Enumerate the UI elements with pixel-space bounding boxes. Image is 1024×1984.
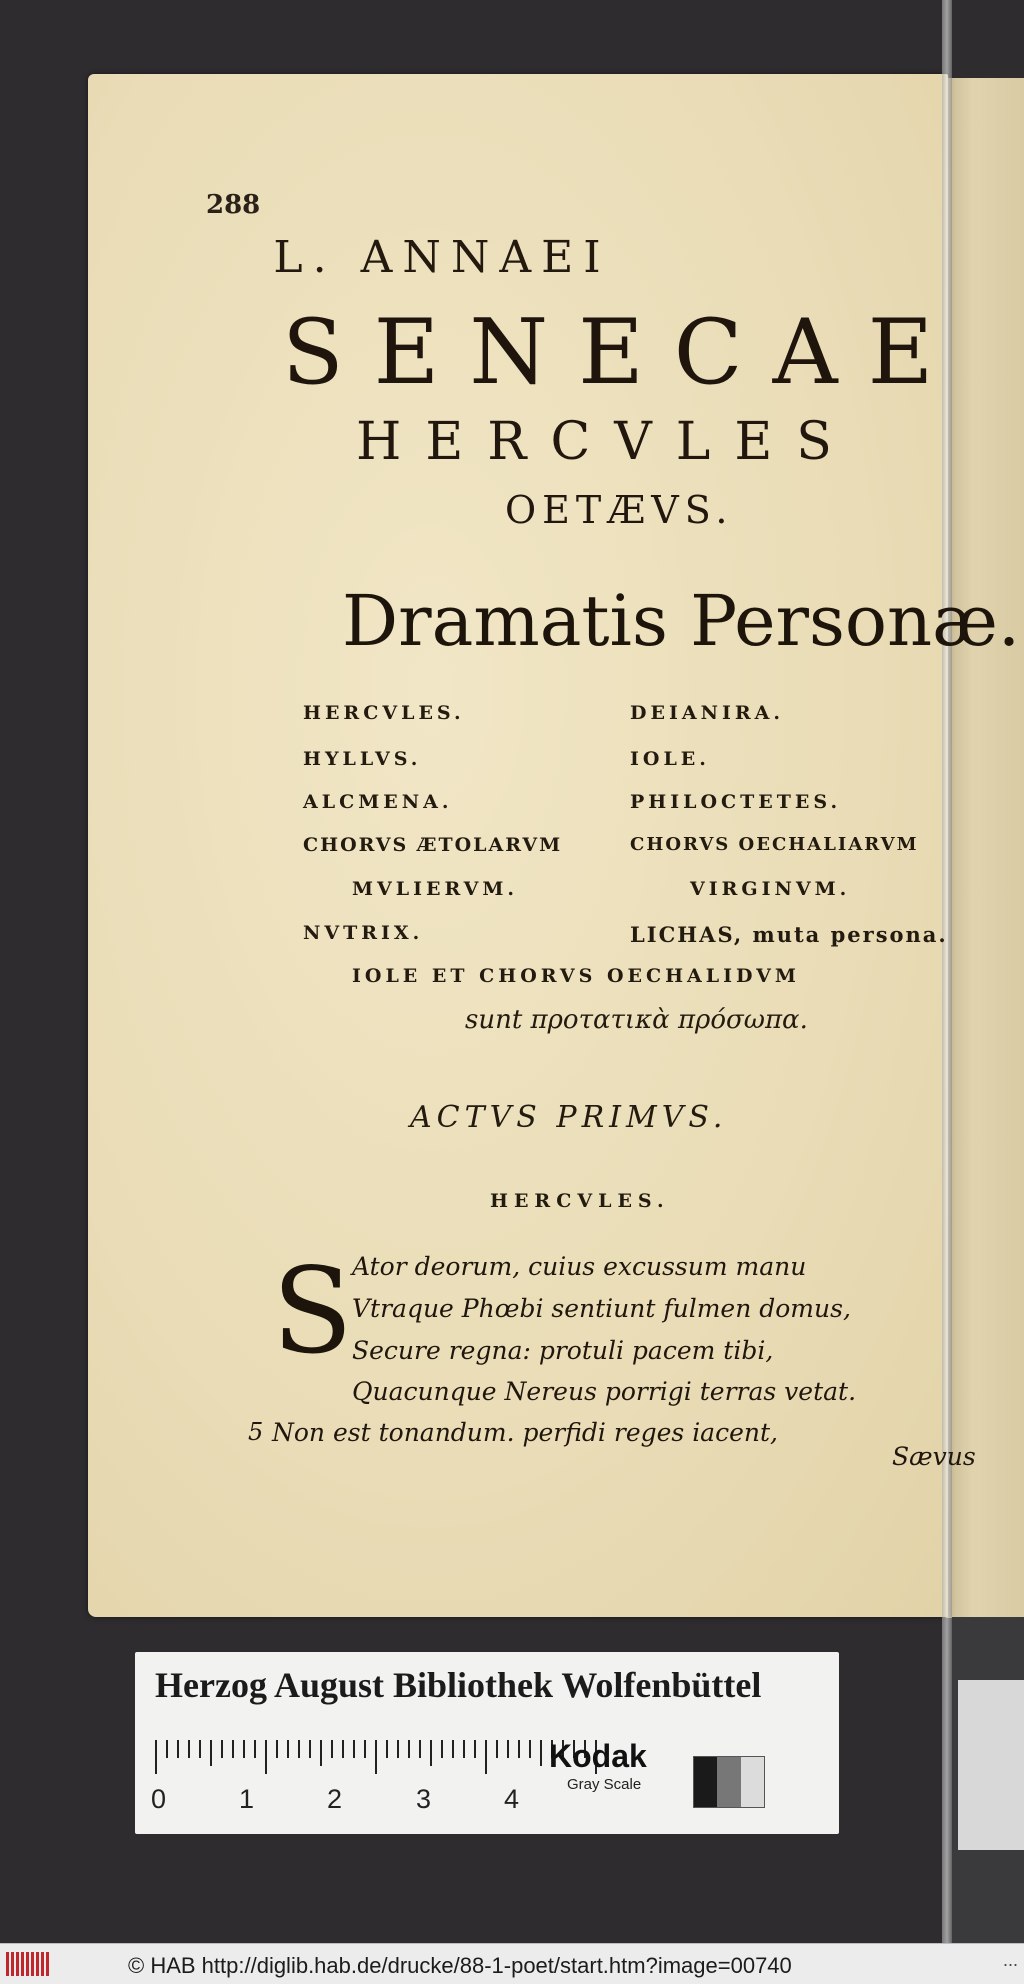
- color-calibration-card: [135, 1652, 839, 1834]
- library-name: Herzog August Bibliothek Wolfenbüttel: [155, 1665, 762, 1705]
- page-binding: [942, 0, 952, 1943]
- ruler-tick: [309, 1740, 311, 1758]
- ruler-tick: [298, 1740, 300, 1758]
- drop-capital: S: [272, 1242, 353, 1380]
- act-heading: ACTVS PRIMVS.: [410, 1100, 728, 1135]
- catchword: Sævus: [892, 1442, 976, 1471]
- speaker-name: HERCVLES.: [490, 1190, 670, 1212]
- ruler-tick: [265, 1740, 267, 1774]
- ruler-tick: [441, 1740, 443, 1758]
- persona-chorus-aetolarum: CHORVS ÆTOLARVM: [303, 834, 563, 856]
- ruler-tick: [375, 1740, 377, 1774]
- ruler-tick: [518, 1740, 520, 1758]
- ruler-tick: [408, 1740, 410, 1758]
- gray-scale-label: Gray Scale: [567, 1776, 642, 1793]
- page-number: 288: [206, 190, 261, 220]
- ruler-tick: [386, 1740, 388, 1758]
- swatch-mid: [717, 1757, 740, 1807]
- verse-line: Ator deorum, cuius excussum manu: [352, 1252, 807, 1281]
- ruler-tick: [243, 1740, 245, 1758]
- sunt-line: sunt προτατικὰ πρόσωπα.: [465, 1005, 808, 1035]
- ruler-tick: [419, 1740, 421, 1758]
- ruler-number: 4: [504, 1784, 520, 1814]
- ruler-tick: [155, 1740, 157, 1774]
- side-card: [958, 1680, 1024, 1850]
- ruler-tick: [430, 1740, 432, 1766]
- ruler-number: 1: [239, 1784, 255, 1814]
- persona-iole: IOLE.: [630, 748, 710, 770]
- ruler-tick: [496, 1740, 498, 1758]
- ruler-number: 0: [151, 1784, 167, 1814]
- ruler-tick: [188, 1740, 190, 1758]
- persona-alcmena: ALCMENA.: [303, 791, 453, 813]
- persona-deianira: DEIANIRA.: [630, 702, 784, 724]
- kodak-logo: Kodak: [549, 1738, 647, 1774]
- persona-philoctetes: PHILOCTETES.: [630, 791, 842, 813]
- ruler-tick: [210, 1740, 212, 1766]
- verse-line: Vtraque Phœbi sentiunt fulmen domus,: [352, 1294, 851, 1323]
- ruler-tick: [474, 1740, 476, 1758]
- ruler-tick: [221, 1740, 223, 1758]
- persona-virginum: VIRGINVM.: [690, 878, 851, 900]
- ruler-tick: [166, 1740, 168, 1758]
- hab-logo-icon: [6, 1952, 50, 1976]
- title-author: [0, 232, 1024, 283]
- ruler-number: 3: [416, 1784, 432, 1814]
- persona-chorus-oechaliarum: CHORVS OECHALIARVM: [630, 834, 919, 855]
- ruler-tick: [177, 1740, 179, 1758]
- swatch-dark: [694, 1757, 717, 1807]
- persona-hercules: HERCVLES.: [303, 702, 465, 724]
- gray-swatches: [693, 1756, 765, 1808]
- ruler-tick: [397, 1740, 399, 1758]
- dramatis-heading: Dramatis Personæ.: [342, 580, 1021, 662]
- ruler-tick: [287, 1740, 289, 1758]
- ruler-tick: [540, 1740, 542, 1766]
- persona-hyllus: HYLLVS.: [303, 748, 422, 770]
- ruler-tick: [463, 1740, 465, 1758]
- ruler-tick: [507, 1740, 509, 1758]
- footer-bar: [0, 1943, 1024, 1984]
- ruler-tick: [331, 1740, 333, 1758]
- line-number: 5: [248, 1418, 264, 1446]
- persona-lichas: LICHAS, muta persona.: [630, 922, 948, 947]
- ruler-tick: [320, 1740, 322, 1766]
- ruler-tick: [452, 1740, 454, 1758]
- ruler-tick: [254, 1740, 256, 1758]
- ruler-number: 2: [327, 1784, 343, 1814]
- more-icon[interactable]: ...: [1002, 1950, 1018, 1970]
- persona-iole-chorus: IOLE ET CHORVS OECHALIDVM: [352, 965, 800, 987]
- persona-nutrix: NVTRIX.: [303, 922, 424, 944]
- title-oetaeus: OETÆVS.: [505, 488, 734, 532]
- ruler-tick: [232, 1740, 234, 1758]
- footer-credit: © HAB http://diglib.hab.de/drucke/88-1-poet/start.htm?image=00740: [128, 1953, 792, 1978]
- verse-line: Non est tonandum. perfidi reges iacent,: [272, 1418, 778, 1447]
- verse-line: Quacunque Nereus porrigi terras vetat.: [352, 1377, 857, 1406]
- ruler-tick: [276, 1740, 278, 1758]
- ruler-tick: [529, 1740, 531, 1758]
- title-author-text: L. ANNAEI: [273, 232, 611, 283]
- title-hercules: HERCVLES: [356, 412, 856, 472]
- persona-mulierum: MVLIERVM.: [352, 878, 519, 900]
- ruler-tick: [364, 1740, 366, 1758]
- verse-line: Secure regna: protuli pacem tibi,: [352, 1336, 774, 1365]
- swatch-light: [741, 1757, 764, 1807]
- ruler-tick: [342, 1740, 344, 1758]
- title-seneca: SENECAE: [282, 300, 964, 405]
- ruler-tick: [485, 1740, 487, 1774]
- ruler-tick: [199, 1740, 201, 1758]
- ruler-tick: [353, 1740, 355, 1758]
